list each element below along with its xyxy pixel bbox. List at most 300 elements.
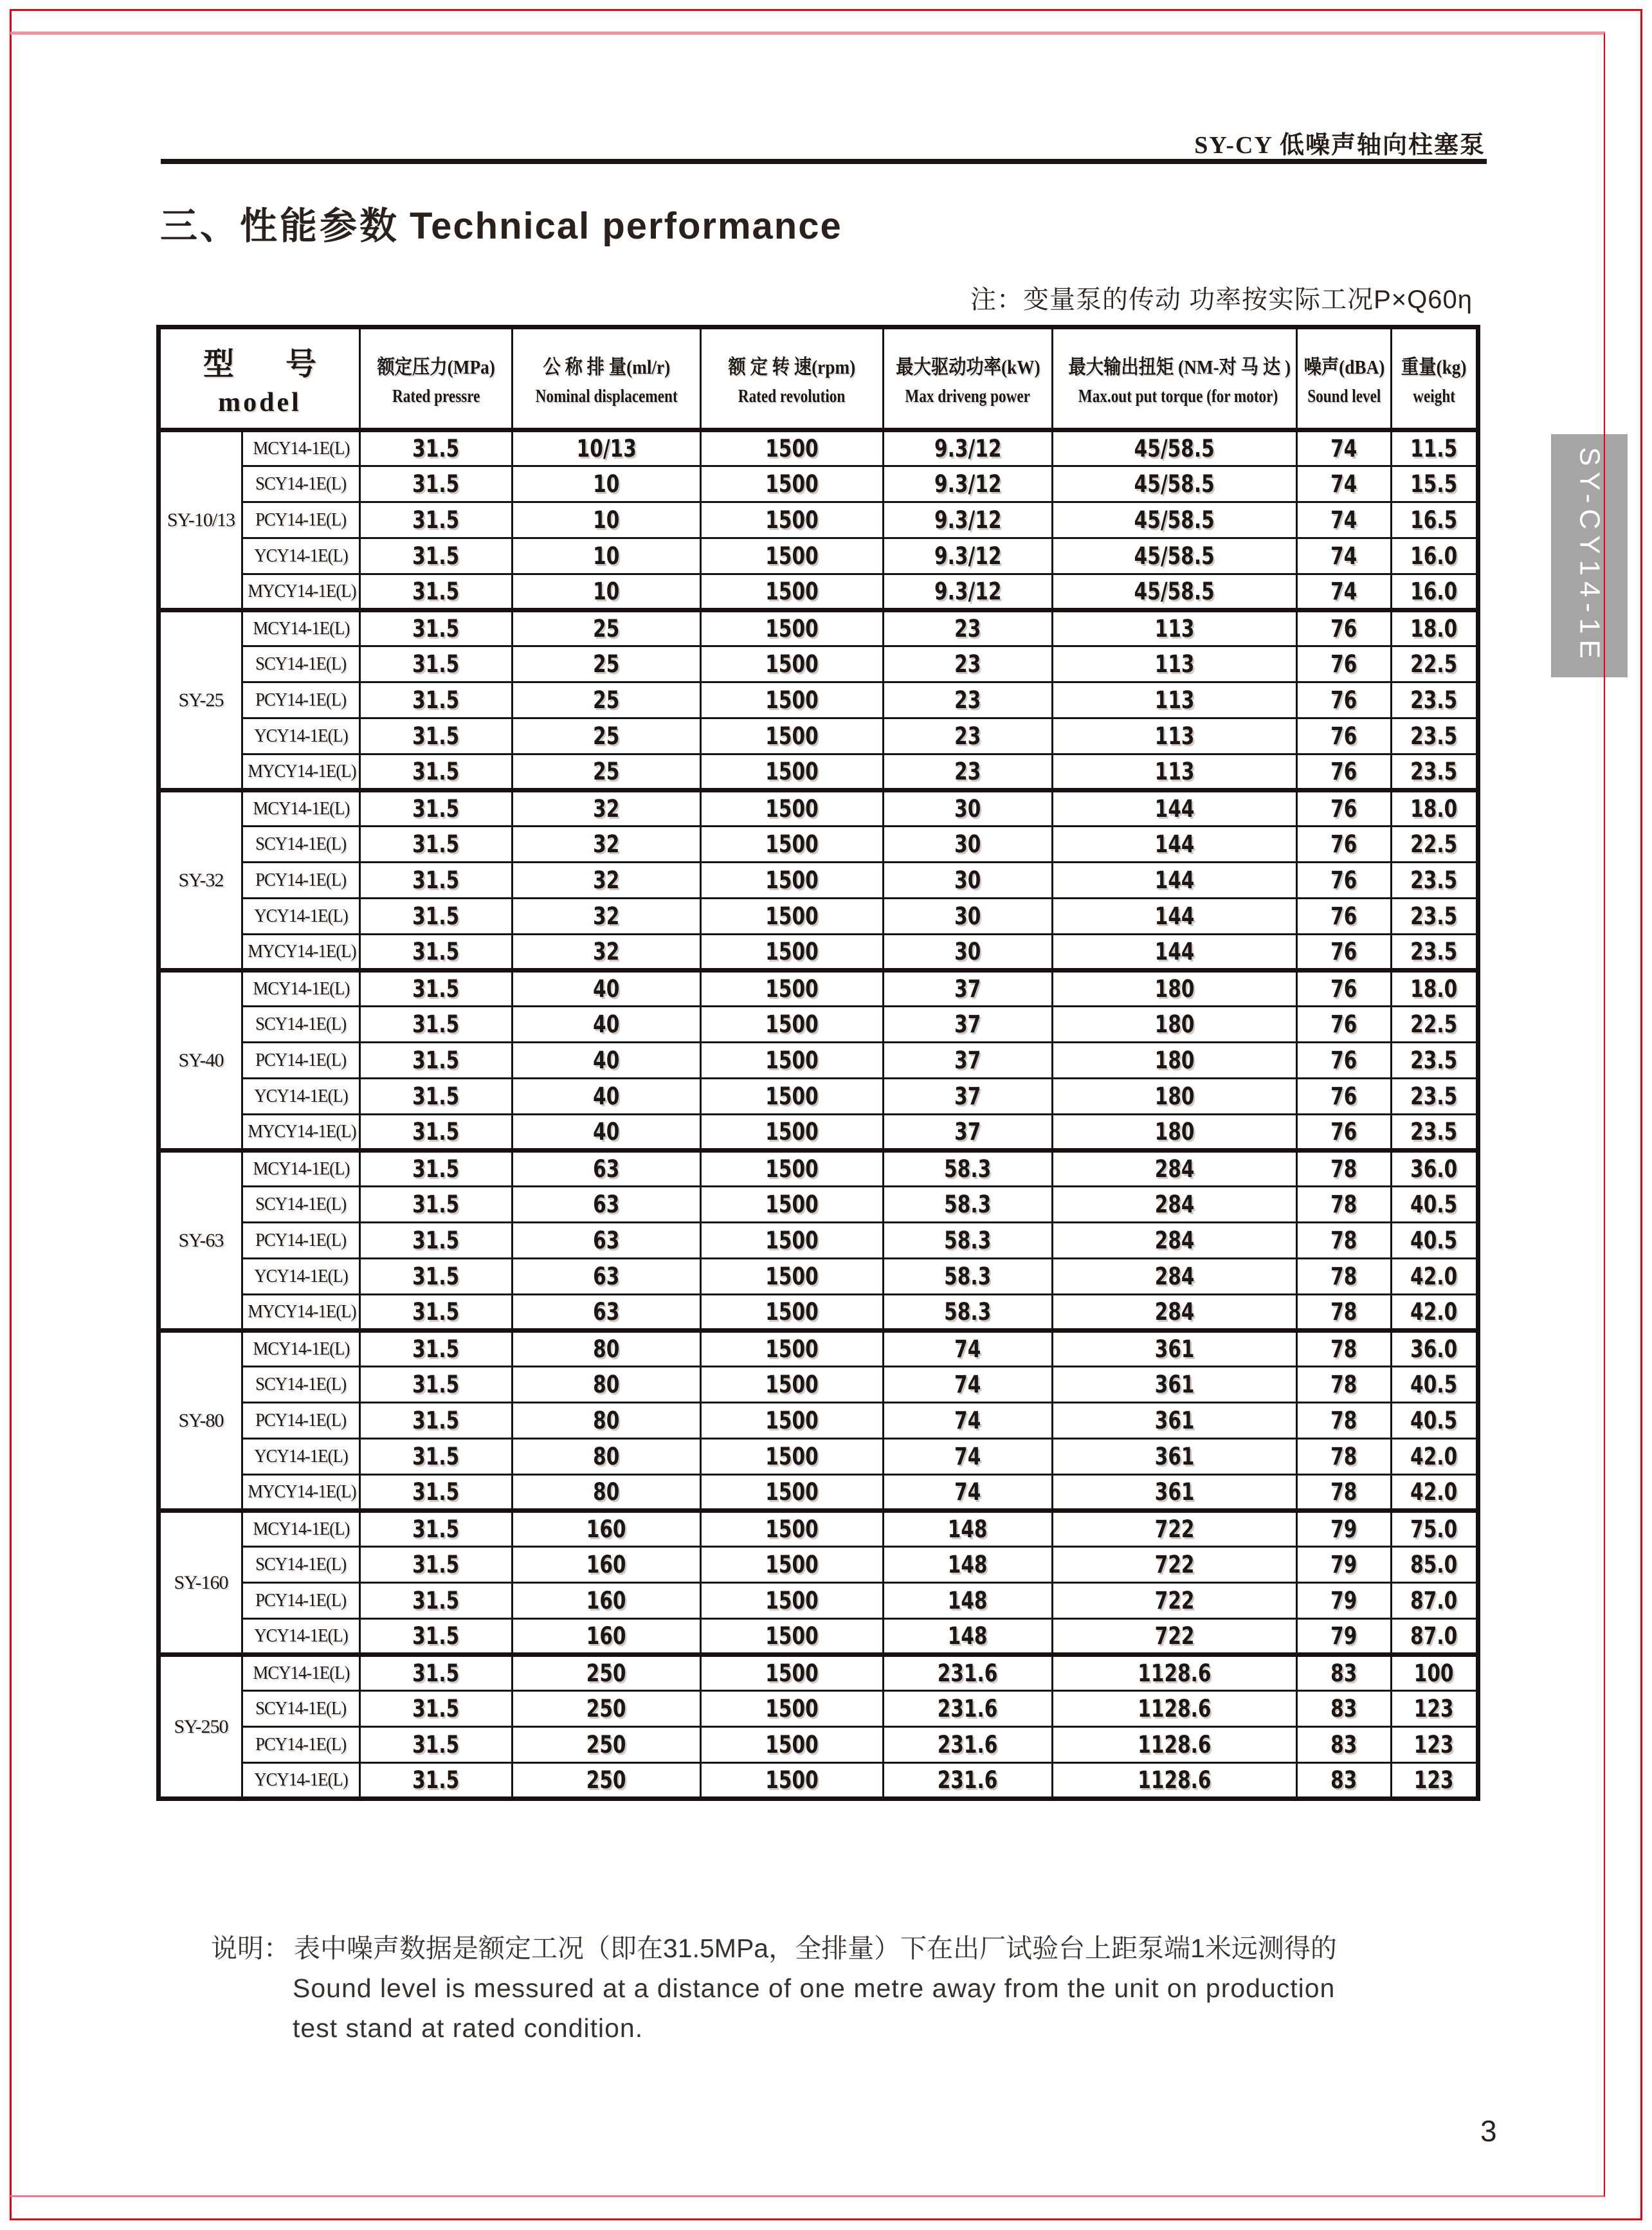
value-cell: 76 [1297, 827, 1392, 863]
table-row [159, 899, 1478, 935]
value-cell: 25 [513, 610, 701, 646]
value-cell: 23.5 [1392, 1079, 1478, 1115]
side-tab [1551, 434, 1628, 677]
group-cell: SY-40 [159, 971, 242, 1151]
group-cell: SY-250 [159, 1655, 242, 1799]
value-cell: 23 [884, 610, 1053, 646]
value-cell: 10/13 [513, 430, 701, 466]
table-row [159, 1223, 1478, 1259]
column-header-5-en: Sound level [1307, 385, 1381, 407]
section-title [160, 196, 842, 250]
value-cell: 31.5 [360, 791, 513, 827]
value-cell: 31.5 [360, 971, 513, 1007]
value-cell: 31.5 [360, 610, 513, 646]
table-row [159, 1511, 1478, 1547]
value-cell: 76 [1297, 1043, 1392, 1079]
value-cell: 78 [1297, 1331, 1392, 1367]
value-cell: 722 [1053, 1511, 1297, 1547]
value-cell: 722 [1053, 1619, 1297, 1655]
table-header-row [159, 327, 1478, 430]
column-header-0-en: Rated pressre [392, 385, 480, 407]
value-cell: 23.5 [1392, 1043, 1478, 1079]
model-cell: SCY14-1E(L) [242, 1547, 360, 1583]
value-cell: 23.5 [1392, 718, 1478, 754]
value-cell: 58.3 [884, 1223, 1053, 1259]
value-cell: 31.5 [360, 646, 513, 682]
value-cell: 31.5 [360, 1007, 513, 1043]
value-cell: 361 [1053, 1475, 1297, 1511]
value-cell: 76 [1297, 971, 1392, 1007]
model-cell: PCY14-1E(L) [242, 502, 360, 538]
value-cell: 361 [1053, 1367, 1297, 1403]
value-cell: 250 [513, 1691, 701, 1727]
value-cell: 31.5 [360, 863, 513, 899]
model-cell: MYCY14-1E(L) [242, 1115, 360, 1151]
value-cell: 31.5 [360, 1547, 513, 1583]
value-cell: 231.6 [884, 1763, 1053, 1799]
value-cell: 74 [884, 1367, 1053, 1403]
value-cell: 1500 [701, 1331, 884, 1367]
table-row [159, 1475, 1478, 1511]
model-cell: MYCY14-1E(L) [242, 1475, 360, 1511]
value-cell: 1500 [701, 1475, 884, 1511]
value-cell: 40.5 [1392, 1403, 1478, 1439]
table-row [159, 1151, 1478, 1187]
value-cell: 40.5 [1392, 1223, 1478, 1259]
value-cell: 284 [1053, 1223, 1297, 1259]
value-cell: 284 [1053, 1187, 1297, 1223]
value-cell: 1500 [701, 1763, 884, 1799]
model-cell: MCY14-1E(L) [242, 1655, 360, 1691]
value-cell: 31.5 [360, 899, 513, 935]
model-cell: MYCY14-1E(L) [242, 574, 360, 610]
column-header-0-zh: 额定压力(MPa) [377, 355, 495, 378]
value-cell: 36.0 [1392, 1331, 1478, 1367]
value-cell: 1128.6 [1053, 1691, 1297, 1727]
value-cell: 78 [1297, 1475, 1392, 1511]
value-cell: 113 [1053, 646, 1297, 682]
value-cell: 83 [1297, 1655, 1392, 1691]
value-cell: 1500 [701, 791, 884, 827]
value-cell: 1500 [701, 1511, 884, 1547]
table-row [159, 466, 1478, 502]
value-cell: 36.0 [1392, 1151, 1478, 1187]
value-cell: 1500 [701, 538, 884, 574]
value-cell: 31.5 [360, 1763, 513, 1799]
value-cell: 63 [513, 1295, 701, 1331]
footnote-line-3: test stand at rated condition. [293, 2013, 644, 2043]
value-cell: 83 [1297, 1691, 1392, 1727]
value-cell: 30 [884, 827, 1053, 863]
model-cell: YCY14-1E(L) [242, 1763, 360, 1799]
value-cell: 74 [884, 1403, 1053, 1439]
value-cell: 63 [513, 1259, 701, 1295]
value-cell: 45/58.5 [1053, 538, 1297, 574]
value-cell: 9.3/12 [884, 466, 1053, 502]
value-cell: 37 [884, 1115, 1053, 1151]
model-cell: YCY14-1E(L) [242, 1259, 360, 1295]
column-header-4 [1053, 327, 1297, 430]
value-cell: 16.5 [1392, 502, 1478, 538]
value-cell: 250 [513, 1727, 701, 1763]
value-cell: 37 [884, 1007, 1053, 1043]
value-cell: 23.5 [1392, 754, 1478, 791]
group-cell: SY-25 [159, 610, 242, 791]
column-header-2-zh: 额 定 转 速(rpm) [728, 355, 856, 378]
value-cell: 31.5 [360, 1619, 513, 1655]
value-cell: 78 [1297, 1259, 1392, 1295]
value-cell: 144 [1053, 827, 1297, 863]
value-cell: 16.0 [1392, 574, 1478, 610]
value-cell: 30 [884, 899, 1053, 935]
value-cell: 31.5 [360, 754, 513, 791]
value-cell: 9.3/12 [884, 502, 1053, 538]
value-cell: 722 [1053, 1547, 1297, 1583]
table-row [159, 1079, 1478, 1115]
value-cell: 45/58.5 [1053, 430, 1297, 466]
value-cell: 361 [1053, 1331, 1297, 1367]
value-cell: 30 [884, 935, 1053, 971]
value-cell: 42.0 [1392, 1295, 1478, 1331]
value-cell: 31.5 [360, 1439, 513, 1475]
value-cell: 79 [1297, 1511, 1392, 1547]
column-header-3-en: Max driveng power [905, 385, 1031, 407]
table-row [159, 430, 1478, 466]
value-cell: 180 [1053, 1115, 1297, 1151]
table-row [159, 791, 1478, 827]
model-cell: YCY14-1E(L) [242, 1439, 360, 1475]
value-cell: 148 [884, 1619, 1053, 1655]
header-brand: SY-CY 低噪声轴向柱塞泵 [1194, 132, 1485, 159]
group-cell: SY-63 [159, 1151, 242, 1331]
value-cell: 1500 [701, 718, 884, 754]
value-cell: 25 [513, 682, 701, 718]
value-cell: 87.0 [1392, 1583, 1478, 1619]
group-cell: SY-80 [159, 1331, 242, 1511]
value-cell: 113 [1053, 718, 1297, 754]
footnote-label: 说明： [211, 1933, 290, 1963]
value-cell: 18.0 [1392, 791, 1478, 827]
value-cell: 1500 [701, 1295, 884, 1331]
value-cell: 76 [1297, 682, 1392, 718]
value-cell: 160 [513, 1619, 701, 1655]
value-cell: 361 [1053, 1403, 1297, 1439]
table-row [159, 1187, 1478, 1223]
value-cell: 32 [513, 827, 701, 863]
value-cell: 31.5 [360, 1655, 513, 1691]
value-cell: 1500 [701, 1259, 884, 1295]
model-cell: PCY14-1E(L) [242, 1223, 360, 1259]
value-cell: 31.5 [360, 1043, 513, 1079]
value-cell: 180 [1053, 971, 1297, 1007]
value-cell: 31.5 [360, 1151, 513, 1187]
column-header-0 [360, 327, 513, 430]
value-cell: 113 [1053, 754, 1297, 791]
column-header-model-zh: 型 号 [203, 347, 339, 381]
value-cell: 144 [1053, 791, 1297, 827]
model-cell: YCY14-1E(L) [242, 1619, 360, 1655]
value-cell: 25 [513, 754, 701, 791]
value-cell: 22.5 [1392, 646, 1478, 682]
value-cell: 76 [1297, 754, 1392, 791]
table-row [159, 1367, 1478, 1403]
value-cell: 31.5 [360, 1331, 513, 1367]
value-cell: 231.6 [884, 1691, 1053, 1727]
value-cell: 180 [1053, 1079, 1297, 1115]
value-cell: 1500 [701, 863, 884, 899]
table-row [159, 1331, 1478, 1367]
value-cell: 23.5 [1392, 682, 1478, 718]
value-cell: 1500 [701, 1439, 884, 1475]
value-cell: 250 [513, 1763, 701, 1799]
value-cell: 1500 [701, 1619, 884, 1655]
value-cell: 31.5 [360, 1511, 513, 1547]
table-row [159, 754, 1478, 791]
value-cell: 100 [1392, 1655, 1478, 1691]
table-row [159, 971, 1478, 1007]
value-cell: 74 [1297, 538, 1392, 574]
value-cell: 1500 [701, 971, 884, 1007]
table-row [159, 646, 1478, 682]
value-cell: 1500 [701, 1043, 884, 1079]
table-note: 注：变量泵的传动 功率按实际工况P×Q60η [970, 286, 1473, 314]
value-cell: 78 [1297, 1439, 1392, 1475]
model-cell: MYCY14-1E(L) [242, 935, 360, 971]
table-row [159, 682, 1478, 718]
value-cell: 45/58.5 [1053, 574, 1297, 610]
value-cell: 74 [1297, 574, 1392, 610]
value-cell: 76 [1297, 1079, 1392, 1115]
column-header-model-en: model [218, 388, 302, 417]
value-cell: 1500 [701, 502, 884, 538]
model-cell: PCY14-1E(L) [242, 1043, 360, 1079]
value-cell: 32 [513, 791, 701, 827]
value-cell: 78 [1297, 1151, 1392, 1187]
model-cell: MCY14-1E(L) [242, 430, 360, 466]
value-cell: 1128.6 [1053, 1727, 1297, 1763]
model-cell: YCY14-1E(L) [242, 1079, 360, 1115]
value-cell: 32 [513, 935, 701, 971]
footnote-line-2: Sound level is messured at a distance of one metre away from the unit on production [293, 1973, 1336, 2003]
value-cell: 63 [513, 1223, 701, 1259]
value-cell: 31.5 [360, 502, 513, 538]
value-cell: 18.0 [1392, 971, 1478, 1007]
table-row [159, 827, 1478, 863]
value-cell: 80 [513, 1403, 701, 1439]
table-row [159, 1295, 1478, 1331]
value-cell: 74 [1297, 430, 1392, 466]
model-cell: PCY14-1E(L) [242, 682, 360, 718]
value-cell: 31.5 [360, 682, 513, 718]
column-header-1-zh: 公 称 排 量(ml/r) [543, 355, 670, 378]
value-cell: 76 [1297, 1007, 1392, 1043]
value-cell: 10 [513, 574, 701, 610]
value-cell: 160 [513, 1511, 701, 1547]
column-header-3 [884, 327, 1053, 430]
value-cell: 16.0 [1392, 538, 1478, 574]
model-cell: SCY14-1E(L) [242, 466, 360, 502]
model-cell: SCY14-1E(L) [242, 1691, 360, 1727]
value-cell: 31.5 [360, 1727, 513, 1763]
value-cell: 30 [884, 863, 1053, 899]
value-cell: 31.5 [360, 538, 513, 574]
value-cell: 1500 [701, 935, 884, 971]
value-cell: 37 [884, 971, 1053, 1007]
value-cell: 113 [1053, 610, 1297, 646]
value-cell: 123 [1392, 1727, 1478, 1763]
model-cell: SCY14-1E(L) [242, 1007, 360, 1043]
column-header-2-en: Rated revolution [738, 385, 846, 407]
table-row [159, 1043, 1478, 1079]
model-cell: SCY14-1E(L) [242, 1187, 360, 1223]
value-cell: 40 [513, 1043, 701, 1079]
value-cell: 1128.6 [1053, 1655, 1297, 1691]
model-cell: PCY14-1E(L) [242, 1727, 360, 1763]
table-row [159, 502, 1478, 538]
value-cell: 1500 [701, 1727, 884, 1763]
column-header-3-zh: 最大驱动功率(kW) [895, 355, 1040, 378]
value-cell: 123 [1392, 1691, 1478, 1727]
value-cell: 144 [1053, 863, 1297, 899]
model-cell: SCY14-1E(L) [242, 1367, 360, 1403]
value-cell: 284 [1053, 1151, 1297, 1187]
model-cell: MCY14-1E(L) [242, 971, 360, 1007]
value-cell: 10 [513, 466, 701, 502]
table-row [159, 1655, 1478, 1691]
value-cell: 31.5 [360, 1475, 513, 1511]
performance-table [156, 325, 1480, 1801]
model-cell: PCY14-1E(L) [242, 1403, 360, 1439]
value-cell: 23.5 [1392, 935, 1478, 971]
value-cell: 76 [1297, 863, 1392, 899]
value-cell: 144 [1053, 935, 1297, 971]
value-cell: 31.5 [360, 430, 513, 466]
model-cell: MYCY14-1E(L) [242, 754, 360, 791]
value-cell: 15.5 [1392, 466, 1478, 502]
value-cell: 1500 [701, 827, 884, 863]
model-cell: MCY14-1E(L) [242, 610, 360, 646]
value-cell: 74 [884, 1331, 1053, 1367]
table-row [159, 574, 1478, 610]
model-cell: YCY14-1E(L) [242, 718, 360, 754]
value-cell: 32 [513, 863, 701, 899]
value-cell: 40 [513, 1115, 701, 1151]
model-cell: MCY14-1E(L) [242, 1511, 360, 1547]
value-cell: 1500 [701, 610, 884, 646]
value-cell: 22.5 [1392, 1007, 1478, 1043]
column-header-5-zh: 噪声(dBA) [1303, 355, 1384, 378]
value-cell: 23 [884, 754, 1053, 791]
value-cell: 1500 [701, 1583, 884, 1619]
value-cell: 113 [1053, 682, 1297, 718]
value-cell: 45/58.5 [1053, 466, 1297, 502]
value-cell: 9.3/12 [884, 574, 1053, 610]
value-cell: 31.5 [360, 574, 513, 610]
section-title-zh: 三、性能参数 [160, 205, 400, 247]
value-cell: 74 [1297, 502, 1392, 538]
table-row [159, 863, 1478, 899]
value-cell: 80 [513, 1331, 701, 1367]
value-cell: 31.5 [360, 827, 513, 863]
value-cell: 284 [1053, 1295, 1297, 1331]
group-cell: SY-32 [159, 791, 242, 971]
table-header [159, 327, 1478, 430]
value-cell: 40 [513, 971, 701, 1007]
value-cell: 58.3 [884, 1187, 1053, 1223]
model-cell: MCY14-1E(L) [242, 791, 360, 827]
value-cell: 42.0 [1392, 1475, 1478, 1511]
table-row [159, 1403, 1478, 1439]
value-cell: 76 [1297, 791, 1392, 827]
column-header-4-zh: 最大输出扭矩 (NM-对 马 达 ) [1068, 355, 1291, 378]
value-cell: 76 [1297, 899, 1392, 935]
value-cell: 79 [1297, 1619, 1392, 1655]
value-cell: 1500 [701, 430, 884, 466]
value-cell: 148 [884, 1511, 1053, 1547]
value-cell: 23.5 [1392, 863, 1478, 899]
column-header-1-en: Nominal displacement [535, 385, 678, 407]
value-cell: 79 [1297, 1583, 1392, 1619]
value-cell: 1500 [701, 1403, 884, 1439]
column-header-6-zh: 重量(kg) [1401, 355, 1467, 378]
section-title-en: Technical performance [410, 205, 842, 247]
value-cell: 31.5 [360, 1187, 513, 1223]
table-row [159, 935, 1478, 971]
value-cell: 23 [884, 682, 1053, 718]
value-cell: 80 [513, 1475, 701, 1511]
value-cell: 284 [1053, 1259, 1297, 1295]
value-cell: 18.0 [1392, 610, 1478, 646]
value-cell: 1500 [701, 1655, 884, 1691]
value-cell: 1500 [701, 574, 884, 610]
value-cell: 74 [884, 1475, 1053, 1511]
value-cell: 10 [513, 502, 701, 538]
value-cell: 32 [513, 899, 701, 935]
value-cell: 58.3 [884, 1295, 1053, 1331]
value-cell: 160 [513, 1547, 701, 1583]
value-cell: 1500 [701, 1547, 884, 1583]
value-cell: 40.5 [1392, 1367, 1478, 1403]
table-row [159, 610, 1478, 646]
value-cell: 231.6 [884, 1727, 1053, 1763]
value-cell: 1500 [701, 466, 884, 502]
value-cell: 37 [884, 1079, 1053, 1115]
value-cell: 37 [884, 1043, 1053, 1079]
value-cell: 31.5 [360, 1367, 513, 1403]
value-cell: 722 [1053, 1583, 1297, 1619]
model-cell: PCY14-1E(L) [242, 1583, 360, 1619]
value-cell: 31.5 [360, 1403, 513, 1439]
value-cell: 22.5 [1392, 827, 1478, 863]
value-cell: 80 [513, 1367, 701, 1403]
table-row [159, 1547, 1478, 1583]
value-cell: 23 [884, 718, 1053, 754]
table-row [159, 1691, 1478, 1727]
model-cell: MCY14-1E(L) [242, 1331, 360, 1367]
value-cell: 10 [513, 538, 701, 574]
group-cell: SY-10/13 [159, 430, 242, 610]
value-cell: 63 [513, 1187, 701, 1223]
column-header-1 [513, 327, 701, 430]
footnote-line-1 [211, 1928, 1337, 1968]
model-cell: YCY14-1E(L) [242, 899, 360, 935]
value-cell: 78 [1297, 1403, 1392, 1439]
value-cell: 40 [513, 1079, 701, 1115]
value-cell: 78 [1297, 1223, 1392, 1259]
value-cell: 76 [1297, 718, 1392, 754]
value-cell: 31.5 [360, 466, 513, 502]
table-row [159, 718, 1478, 754]
